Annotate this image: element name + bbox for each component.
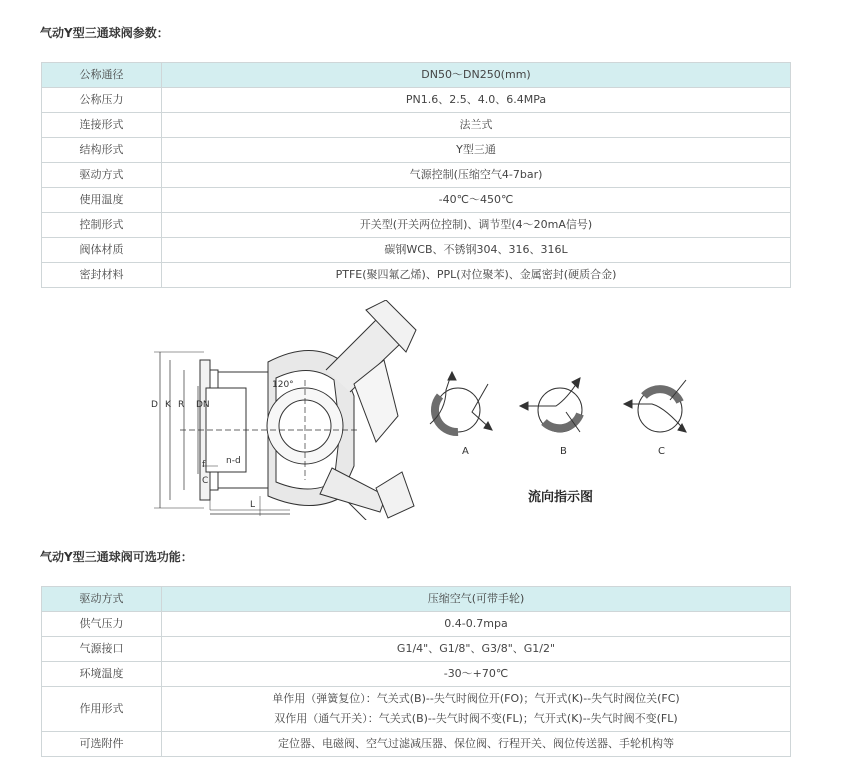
- table-row: [42, 138, 791, 163]
- row-value: 碳钢WCB、不锈钢304、316、316L: [162, 238, 791, 263]
- table-row: [42, 63, 791, 88]
- row-value: Y型三通: [162, 138, 791, 163]
- row-value-line: 双作用（通气开关）：气关式(B)--失气时阀不变(FL)；气开式(K)--失气时阀不变(FL): [274, 712, 678, 725]
- dim-label-k: K: [165, 400, 171, 410]
- table-row: [42, 662, 791, 687]
- table-row: [42, 687, 791, 732]
- flow-diagram-a: [430, 372, 492, 432]
- dim-label-f: f: [202, 460, 206, 470]
- table-row: [42, 732, 791, 757]
- dim-label-nd: n-d: [226, 456, 241, 466]
- table-row: [42, 188, 791, 213]
- flow-label-a: A: [462, 446, 469, 457]
- row-value: -40℃～450℃: [162, 188, 791, 213]
- row-key: 作用形式: [42, 687, 162, 732]
- row-value: PTFE(聚四氟乙烯)、PPL(对位聚苯)、金属密封(硬质合金): [162, 263, 791, 288]
- options-table: [41, 586, 791, 757]
- row-value: 压缩空气(可带手轮): [162, 587, 791, 612]
- row-value: G1/4"、G1/8"、G3/8"、G1/2": [162, 637, 791, 662]
- row-value: 气源控制(压缩空气4-7bar): [162, 163, 791, 188]
- figure-caption: 流向指示图: [528, 490, 594, 505]
- row-value: -30～+70℃: [162, 662, 791, 687]
- row-key: 公称通径: [42, 63, 162, 88]
- flow-diagram-b: [520, 378, 582, 432]
- row-key: 密封材料: [42, 263, 162, 288]
- row-value: 0.4-0.7mpa: [162, 612, 791, 637]
- row-value: 定位器、电磁阀、空气过滤减压器、保位阀、行程开关、阀位传送器、手轮机构等: [162, 732, 791, 757]
- table-row: [42, 637, 791, 662]
- row-value: PN1.6、2.5、4.0、6.4MPa: [162, 88, 791, 113]
- valve-drawing: [140, 300, 700, 520]
- table-row: [42, 113, 791, 138]
- row-key: 驱动方式: [42, 587, 162, 612]
- dim-label-angle: 120°: [272, 380, 294, 390]
- dim-label-r: R: [178, 400, 185, 410]
- table-row: [42, 163, 791, 188]
- row-value-line: 单作用（弹簧复位）：气关式(B)--失气时阀位开(FO)；气开式(K)--失气时阀位关(FC): [272, 692, 680, 705]
- table-row: [42, 263, 791, 288]
- row-value: DN50～DN250(mm): [162, 63, 791, 88]
- valve-section-drawing: [154, 300, 416, 520]
- flow-diagram-c: [624, 380, 686, 432]
- dim-label-l: L: [250, 500, 256, 510]
- row-value-multiline: [162, 687, 791, 732]
- section-title-parameters: 气动Y型三通球阀参数：: [40, 26, 169, 40]
- dim-label-d: D: [151, 400, 158, 410]
- table-row: [42, 88, 791, 113]
- dim-label-c: C: [202, 476, 209, 486]
- flow-label-b: B: [560, 446, 567, 457]
- flow-label-c: C: [658, 446, 665, 457]
- dim-label-dn: DN: [196, 400, 210, 410]
- row-key: 结构形式: [42, 138, 162, 163]
- row-key: 公称压力: [42, 88, 162, 113]
- row-key: 驱动方式: [42, 163, 162, 188]
- row-key: 阀体材质: [42, 238, 162, 263]
- section-title-options: 气动Y型三通球阀可选功能：: [40, 550, 193, 564]
- row-value: 法兰式: [162, 113, 791, 138]
- row-key: 控制形式: [42, 213, 162, 238]
- table-row: [42, 587, 791, 612]
- table-row: [42, 612, 791, 637]
- row-key: 气源接口: [42, 637, 162, 662]
- row-value: 开关型(开关两位控制)、调节型(4～20mA信号): [162, 213, 791, 238]
- row-key: 使用温度: [42, 188, 162, 213]
- row-key: 供气压力: [42, 612, 162, 637]
- row-key: 环境温度: [42, 662, 162, 687]
- row-key: 可选附件: [42, 732, 162, 757]
- row-key: 连接形式: [42, 113, 162, 138]
- table-row: [42, 238, 791, 263]
- valve-figure: [140, 300, 700, 520]
- parameters-table: [41, 62, 791, 288]
- table-row: [42, 213, 791, 238]
